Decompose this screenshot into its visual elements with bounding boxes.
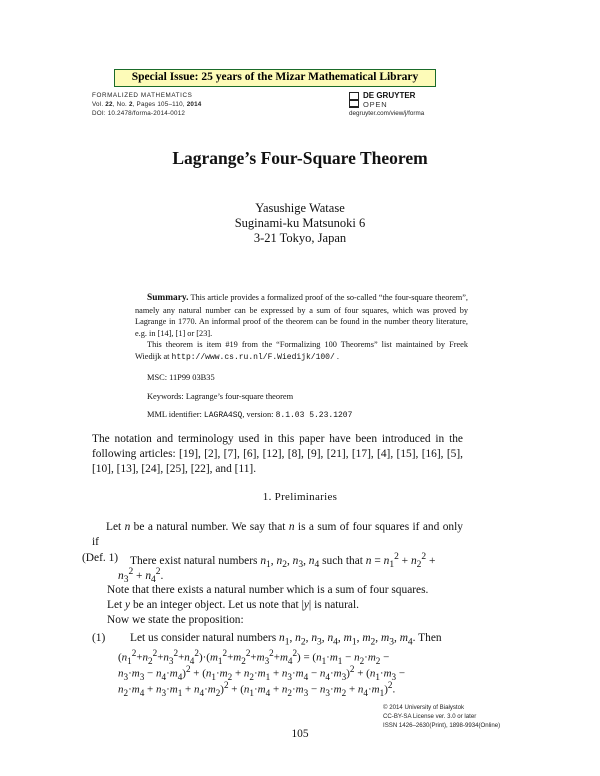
prop-line4: $n_2\cdot m_4 + n_3\cdot m_1 + n_4\cdot m_2)^2 + (n_1\cdot m_4 + n_2\cdot m_3 - n_3\cdot m_2 + n_4\cdot m_1)^2$. [118, 680, 396, 698]
copyright-icon: © [383, 704, 388, 711]
prop-line2: $(n_1^2+n_2^2+n_3^2+n_4^2)\cdot(m_1^2+m_2^2+m_3^2+m_4^2) = (n_1\cdot m_1 - n_2\cdot m_2$ − [118, 648, 390, 666]
abstract [135, 292, 468, 364]
summary-text: This article provides a formalized proof of the so-called “the four-square theorem”, namely any natural number can be expressed by a sum of four squares, which was proved by Lagrange in 1770. An informal proof of the theorem can be found in the number theory literature, e.g. in [14], [1] or [23]. [135, 293, 468, 338]
note-2: Let y be an integer object. Let us note that |y| is natural. [107, 599, 359, 611]
mml-identifier: MML identifier: LAGRA4SQ, version: 8.1.03 5.23.1207 [147, 410, 353, 420]
def-1-line1: There exist natural numbers $n_1$, $n_2$, $n_3$, $n_4$ such that $n = n_1^2 + n_2^2$ + [130, 552, 436, 571]
note-3: Now we state the proposition: [107, 614, 244, 626]
note-1: Note that there exists a natural number which is a sum of four squares. [107, 584, 429, 596]
paper-title: Lagrange’s Four-Square Theorem [172, 148, 428, 168]
summary-para2: This theorem is item #19 from the “Formalizing 100 Theorems” list maintained by Freek Wiedijk at http://www.cs.ru.nl/F.Wiedijk/100/ . [135, 340, 468, 362]
def-label: (Def. 1) [82, 552, 119, 564]
keywords: Keywords: Lagrange’s four-square theorem [147, 392, 294, 401]
page-number: 105 [291, 728, 309, 740]
copyright: © 2014 University of Białystok [383, 704, 465, 711]
publisher-open: OPEN [363, 100, 388, 109]
degruyter-logo-icon [349, 92, 359, 108]
doi: DOI: 10.2478/forma-2014-0012 [92, 110, 186, 117]
msc-codes: MSC: 11P99 03B35 [147, 373, 215, 382]
issn: ISSN 1426–2630(Print), 1898-9934(Online) [383, 722, 501, 729]
license: CC-BY-SA License ver. 3.0 or later [383, 713, 477, 720]
definition-intro: Let n be a natural number. We say that n is a sum of four squares if and only if [92, 521, 463, 548]
volume-info: Vol. 22, No. 2, Pages 105–110, 2014 [92, 101, 202, 108]
special-issue-banner: Special Issue: 25 years of the Mizar Mathematical Library [114, 69, 436, 87]
prop-line3: $n_3\cdot m_3 - n_4\cdot m_4)^2 + (n_1\cdot m_2 + n_2\cdot m_1 + n_3\cdot m_4 - n_4\cdot m_3)^2 + (n_1\cdot m_3$ − [118, 664, 406, 682]
author-address-1: Suginami-ku Matsunoki 6 [234, 216, 366, 230]
author-address-2: 3-21 Tokyo, Japan [253, 231, 347, 245]
journal-name: FORMALIZED MATHEMATICS [92, 92, 193, 99]
summary-label: Summary. [147, 293, 189, 303]
url-link[interactable]: http://www.cs.ru.nl/F.Wiedijk/100/ [171, 352, 335, 362]
author-name: Yasushige Watase [255, 201, 345, 215]
def-1-line2: $n_3^2 + n_4^2$. [118, 567, 164, 586]
publisher-name: DE GRUYTER [363, 91, 416, 100]
section-heading: 1. Preliminaries [262, 491, 338, 503]
prop-line1: Let us consider natural numbers $n_1$, $n_2$, $n_3$, $n_4$, $m_1$, $m_2$, $m_3$, $m_4$. Then [130, 632, 442, 648]
publisher-url: degruyter.com/view/j/forma [349, 110, 425, 117]
intro-paragraph: The notation and terminology used in this paper have been introduced in the following articles: [19], [2], [7], [6], [12], [8], [9], [21], [17], [4], [15], [16], [5], [10], [13], [24], [25], [22], and [11]. [92, 433, 463, 475]
prop-label: (1) [92, 632, 106, 644]
